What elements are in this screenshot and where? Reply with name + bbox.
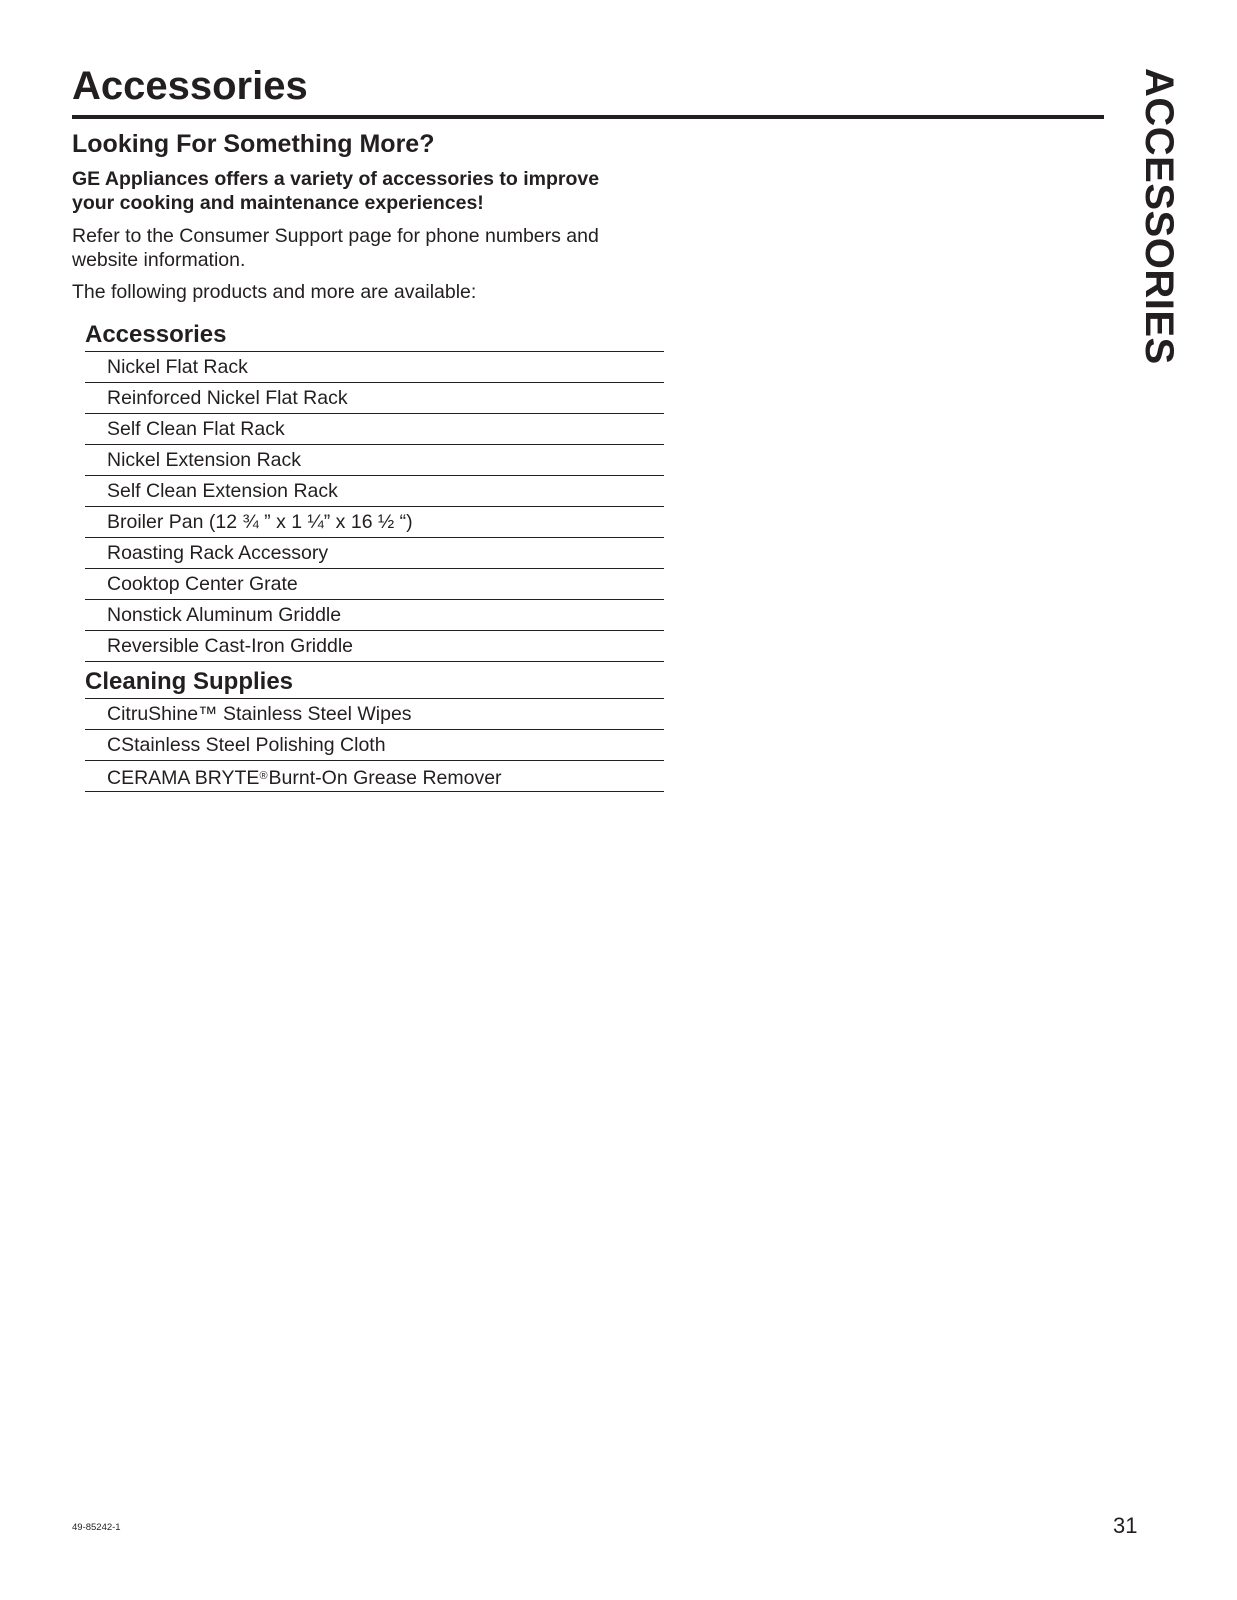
- title-rule: [72, 115, 1104, 119]
- page-number: 31: [1113, 1513, 1138, 1538]
- list-item: Self Clean Extension Rack: [85, 476, 664, 507]
- accessories-list-heading: [85, 320, 664, 352]
- side-section-tab: ACCESSORIES: [1137, 68, 1181, 365]
- list-item: Nonstick Aluminum Griddle: [85, 600, 664, 631]
- registered-mark: ®: [259, 770, 268, 782]
- cleaning-supplies-list: [85, 667, 664, 792]
- accessories-heading-text: Accessories: [85, 321, 227, 348]
- list-item: Reversible Cast-Iron Griddle: [85, 631, 664, 662]
- cleaning-heading-text: Cleaning Supplies: [85, 668, 294, 695]
- list-item: CitruShine™ Stainless Steel Wipes: [85, 699, 664, 730]
- cerama-product: Burnt-On Grease Remover: [268, 767, 502, 789]
- list-item: Self Clean Flat Rack: [85, 414, 664, 445]
- list-item: Reinforced Nickel Flat Rack: [85, 383, 664, 414]
- list-item: Roasting Rack Accessory: [85, 538, 664, 569]
- cleaning-list-heading: [85, 667, 664, 699]
- document-code: 49-85242-1: [72, 1522, 121, 1533]
- section-heading: Looking For Something More?: [72, 130, 435, 158]
- products-available-paragraph: The following products and more are available:: [72, 281, 477, 303]
- list-item: Cooktop Center Grate: [85, 569, 664, 600]
- list-item: Nickel Extension Rack: [85, 445, 664, 476]
- list-item-cerama-bryte: [85, 761, 664, 792]
- list-item: Nickel Flat Rack: [85, 352, 664, 383]
- page-title: Accessories: [72, 64, 308, 108]
- cerama-brand: CERAMA BRYTE: [107, 767, 260, 789]
- consumer-support-paragraph: Refer to the Consumer Support page for phone numbers and website information.: [72, 225, 599, 271]
- intro-bold-paragraph: GE Appliances offers a variety of accessories to improve your cooking and maintenance experiences!: [72, 168, 600, 214]
- accessories-list: [85, 320, 664, 662]
- list-item: Broiler Pan (12 ¾ ” x 1 ¼” x 16 ½ “): [85, 507, 664, 538]
- list-item: CStainless Steel Polishing Cloth: [85, 730, 664, 761]
